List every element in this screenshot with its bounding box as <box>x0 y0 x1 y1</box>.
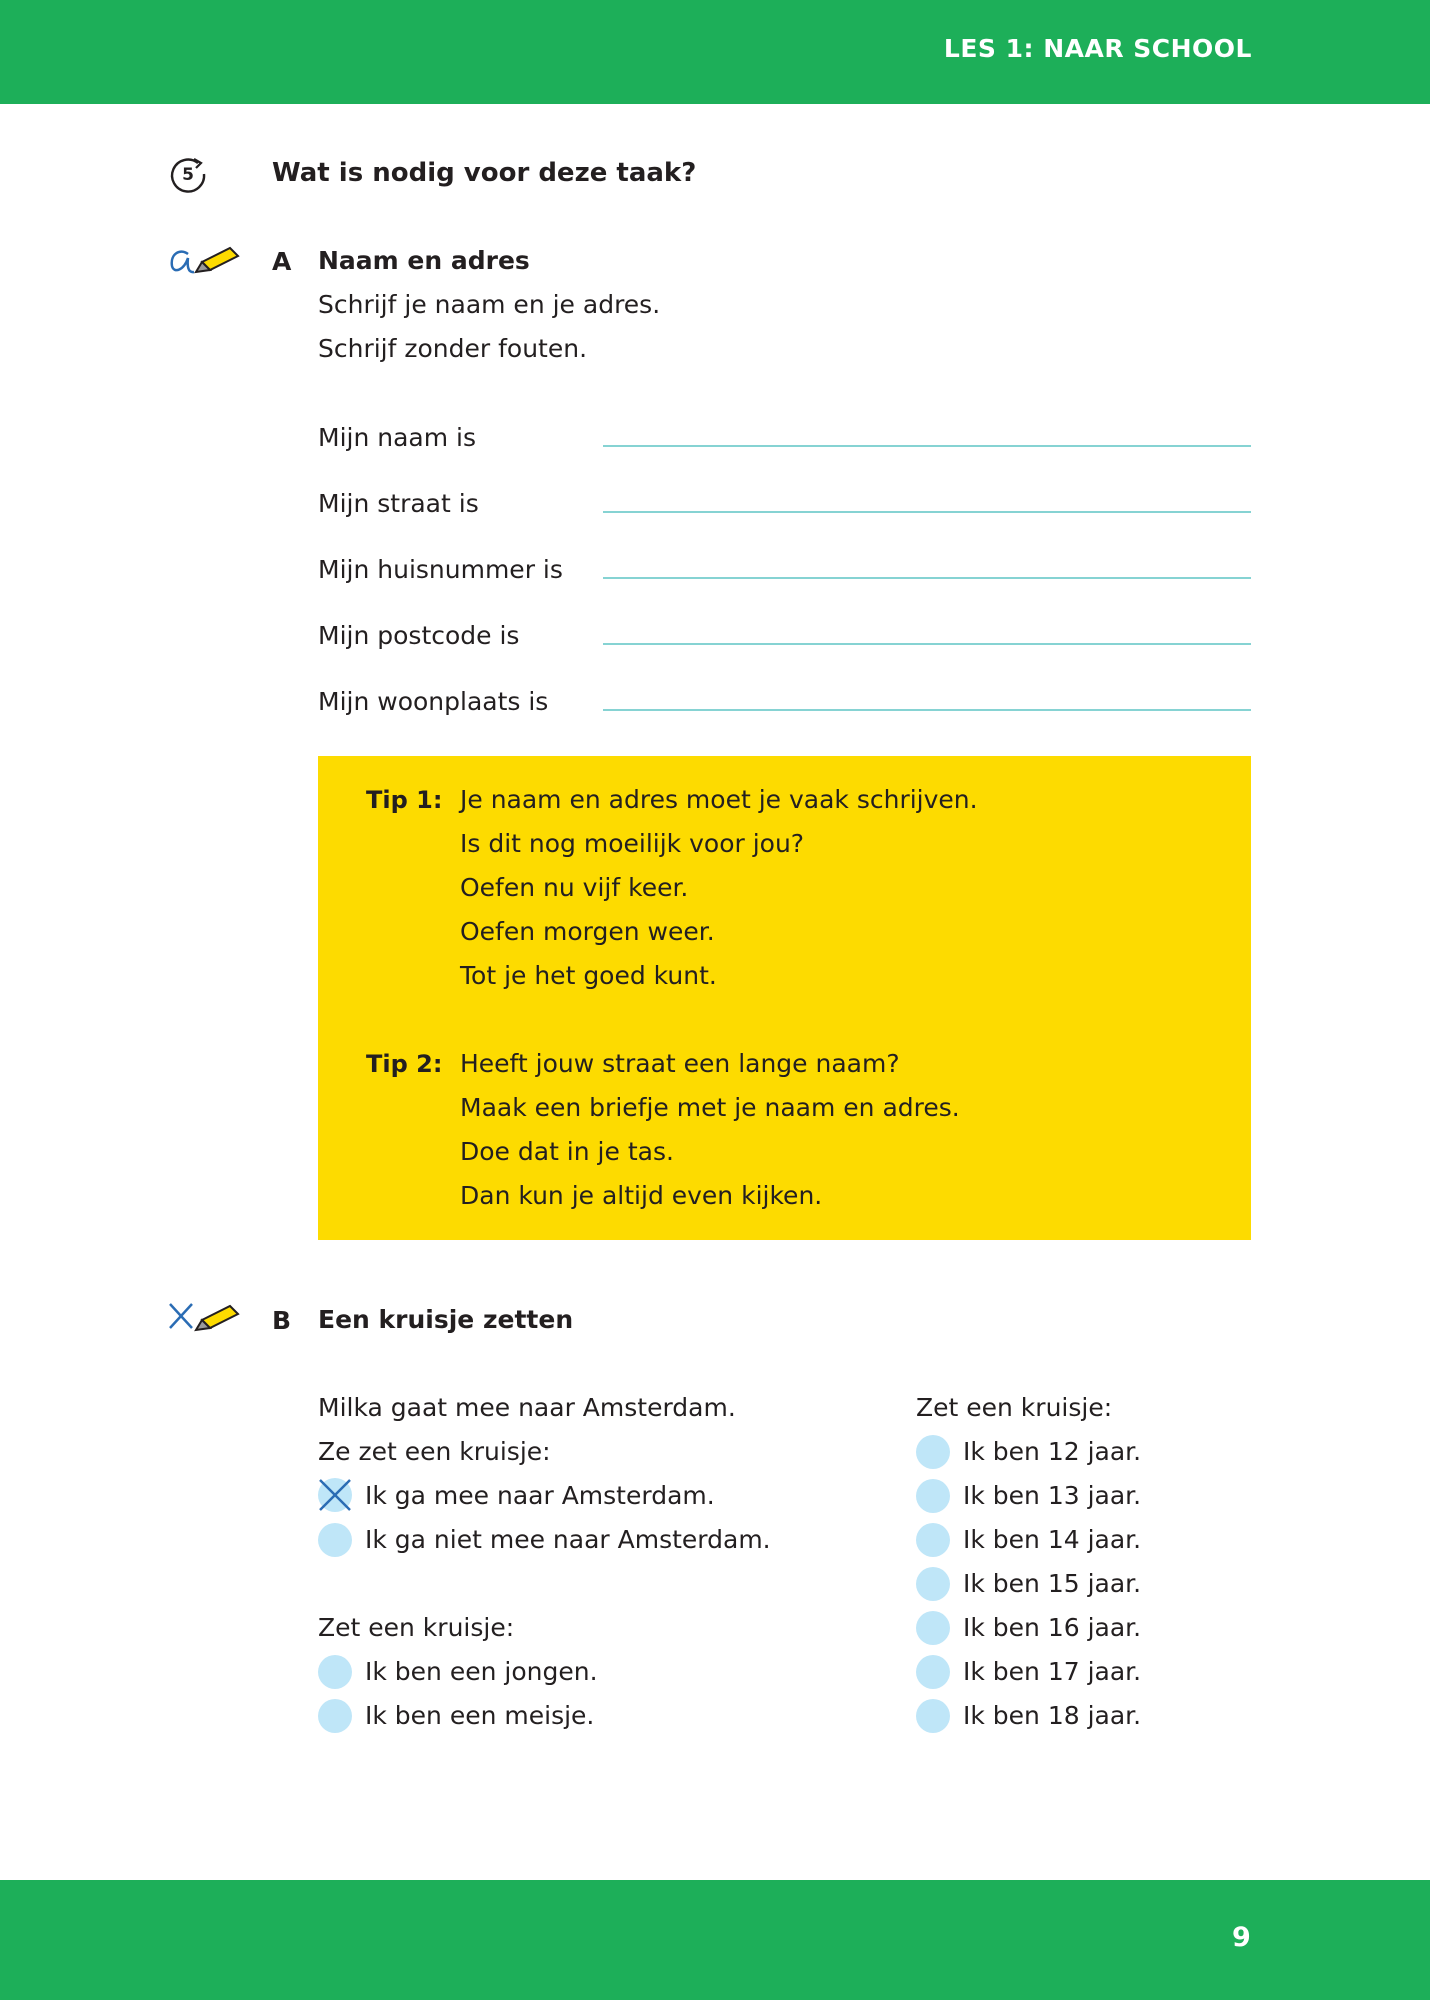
cross-mark-icon <box>318 1478 352 1512</box>
tip-2-label: Tip 2: <box>366 1050 443 1078</box>
tip-box <box>318 756 1251 1240</box>
option-label: Ik ben 16 jaar. <box>963 1613 1142 1642</box>
field-label-name: Mijn naam is <box>318 423 477 452</box>
tip-2-line: Maak een briefje met je naam en adres. <box>460 1093 960 1122</box>
page-number: 9 <box>1232 1922 1251 1953</box>
tip-1-line: Is dit nog moeilijk voor jou? <box>460 829 805 858</box>
option-label: Ik ben een jongen. <box>365 1657 598 1686</box>
example-intro: Milka gaat mee naar Amsterdam. <box>318 1393 736 1422</box>
age-radio-16[interactable] <box>916 1611 950 1645</box>
tip-2-line: Heeft jouw straat een lange naam? <box>460 1049 900 1078</box>
age-radio-18[interactable] <box>916 1699 950 1733</box>
lesson-title: LES 1: NAAR SCHOOL <box>943 34 1252 63</box>
exercise-number: 5 <box>182 165 194 185</box>
example-radio-checked[interactable] <box>318 1478 352 1512</box>
field-label-house-number: Mijn huisnummer is <box>318 555 563 584</box>
mark-cross-icon <box>168 1300 242 1336</box>
section-a-instruction: Schrijf je naam en je adres. <box>318 290 661 319</box>
house-number-input-line[interactable] <box>603 577 1251 579</box>
option-label: Ik ben 15 jaar. <box>963 1569 1142 1598</box>
page-footer <box>0 1880 1430 2000</box>
option-label: Ik ga mee naar Amsterdam. <box>365 1481 715 1510</box>
gender-prompt: Zet een kruisje: <box>318 1613 515 1642</box>
option-label: Ik ben 13 jaar. <box>963 1481 1142 1510</box>
tip-1-line: Oefen morgen weer. <box>460 917 715 946</box>
tip-1-line: Je naam en adres moet je vaak schrijven. <box>460 785 978 814</box>
section-b-title: Een kruisje zetten <box>318 1305 574 1334</box>
write-letter-icon <box>168 240 242 280</box>
tip-2-line: Dan kun je altijd even kijken. <box>460 1181 823 1210</box>
option-label: Ik ben een meisje. <box>365 1701 595 1730</box>
example-radio[interactable] <box>318 1523 352 1557</box>
option-label: Ik ben 12 jaar. <box>963 1437 1142 1466</box>
age-radio-13[interactable] <box>916 1479 950 1513</box>
option-label: Ik ben 18 jaar. <box>963 1701 1142 1730</box>
example-intro: Ze zet een kruisje: <box>318 1437 551 1466</box>
option-label: Ik ga niet mee naar Amsterdam. <box>365 1525 771 1554</box>
age-radio-17[interactable] <box>916 1655 950 1689</box>
exercise-question: Wat is nodig voor deze taak? <box>272 158 697 188</box>
tip-1-line: Oefen nu vijf keer. <box>460 873 689 902</box>
field-label-city: Mijn woonplaats is <box>318 687 549 716</box>
age-radio-14[interactable] <box>916 1523 950 1557</box>
street-input-line[interactable] <box>603 511 1251 513</box>
postcode-input-line[interactable] <box>603 643 1251 645</box>
gender-radio-boy[interactable] <box>318 1655 352 1689</box>
tip-1-label: Tip 1: <box>366 786 443 814</box>
field-label-postcode: Mijn postcode is <box>318 621 520 650</box>
option-label: Ik ben 17 jaar. <box>963 1657 1142 1686</box>
option-label: Ik ben 14 jaar. <box>963 1525 1142 1554</box>
name-input-line[interactable] <box>603 445 1251 447</box>
tip-1-line: Tot je het goed kunt. <box>460 961 717 990</box>
age-radio-15[interactable] <box>916 1567 950 1601</box>
age-radio-12[interactable] <box>916 1435 950 1469</box>
section-b-letter: B <box>272 1306 292 1335</box>
section-a-letter: A <box>272 247 292 276</box>
gender-radio-girl[interactable] <box>318 1699 352 1733</box>
age-prompt: Zet een kruisje: <box>916 1393 1113 1422</box>
city-input-line[interactable] <box>603 709 1251 711</box>
tip-2-line: Doe dat in je tas. <box>460 1137 674 1166</box>
page-header <box>0 0 1430 104</box>
section-a-title: Naam en adres <box>318 246 530 275</box>
repeat-step-icon <box>168 154 208 194</box>
field-label-street: Mijn straat is <box>318 489 479 518</box>
section-a-instruction: Schrijf zonder fouten. <box>318 334 588 363</box>
